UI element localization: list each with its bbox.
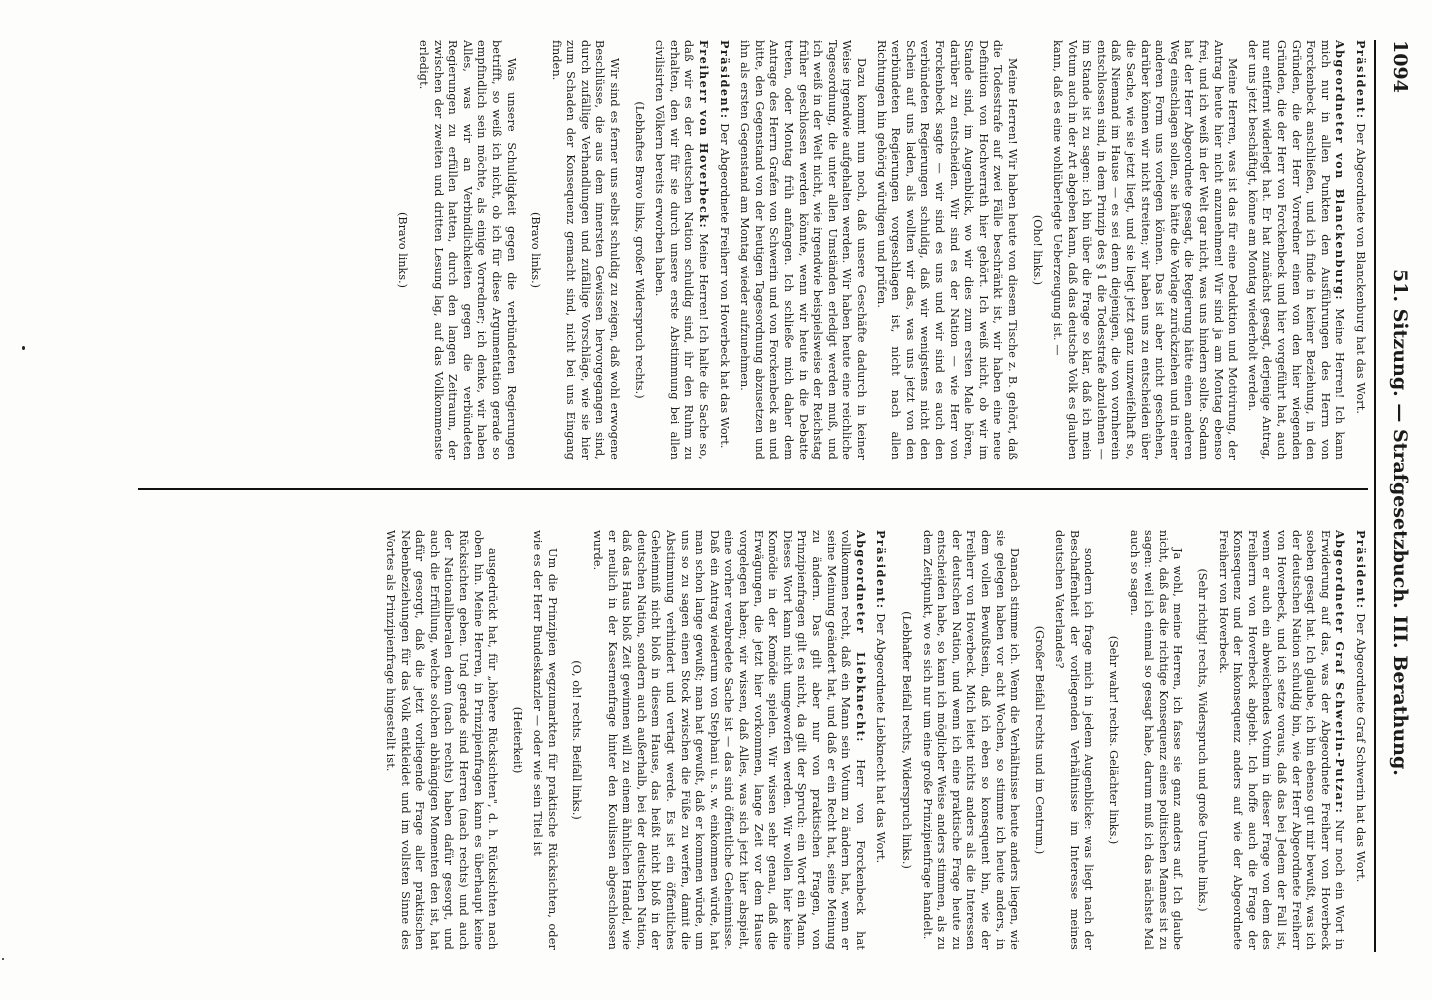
running-title: 51. Sitzung. — Strafgesetzbuch. III. Berathung. [1389,269,1411,776]
paragraph-text: Meine Herren, was ist das für eine Deduktion und Motivirung, der Antrag heute hier nicht anzunehmen! Wir sind ja am Montag ebenso frei, und ich weiß in der Welt gar nicht, was uns hindern sollte. Sodann hat der Herr Abgeordnete gesagt, die Regierung hätte einen anderen Weg einschlagen sollen, sie hätte die Vorlage zurückziehen und in einer anderen Form uns vorlegen können. Das ist aber nicht geschehen, darüber können wir nicht streiten; wir haben uns zu entscheiden über die Sache, wie sie jetzt liegt, und sie liegt jetzt ganz unzweifelhaft so, daß Niemand im Hause — es sei denn diejenigen, die von vornherein entschlossen sind, in dem Prinzip des § 1 die Todesstrafe abzulehnen — im Stande ist zu sagen: ich bin über die Frage so klar, daß ich mein Votum auch in der Art abgeben kann, daß das deutsche Volk es glauben kann, daß es eine wohlüberlegte Ueberzeugung ist. — [1051,40,1240,460]
paragraph-text: Um die Prinzipien wegzumarkten für praktische Rücksichten, oder wie es der Herr Bundeskanzler — oder wie sein Titel ist [531,530,559,950]
paragraph [530,530,559,950]
paragraph-text: Meine Herren! Ich kann mich nur in allen Punkten den Ausführungen des Herrn von Forckenbeck anschließen, und ich finde in keiner Beziehung, in den Gründen, die der Herr Vorredner einen von den hier wiegenden Gründen, die der Herr von Forckenbeck und hier vorgeführt hat, auch nur entfernt widerlegt hat. Er hat zunächst gesagt, derjenige Antrag, der uns jetzt beschäftigt, könne am Montag wiederholt werden. [1245,40,1347,460]
speech-paragraph [652,40,711,460]
paragraph [873,40,1019,460]
paragraph-text: Ja wohl, meine Herren, ich fasse sie ganz anders auf. Ich glaube nicht, daß das die richtige Konsequenz eines politischen Mannes ist zu sagen: weil ich einmal so gesagt habe, darum muß ich das nächste Mal auch so sagen. [1127,530,1185,950]
paragraph-text: Der Abgeordnete Liebknecht hat das Wort. [874,613,888,864]
speaker-name: Abgeordneter Graf Schwerin-Putzar: [1333,530,1348,815]
paragraph-text: Der Abgeordnete Freiherr von Hoverbeck hat das Wort. [717,123,731,449]
speaker-name: Abgeordneter von Blanckenburg: [1333,40,1348,301]
paragraph-text: Meine Herren! Ich halte die Sache so, daß wir es der deutschen Nation schuldig sind, ihr den Ruhm zu erhalten, den wir für sie durch unsere erste Abstimmung bei allen civilisirten Völkern bereits erworben haben. [653,40,711,460]
reaction-note: (Lebhaftes Bravo links, großer Widerspruch rechts.) [632,101,646,399]
column-divider [138,488,1368,490]
speech-paragraph [590,530,868,950]
paragraph [919,530,1021,950]
speech-paragraph [1244,40,1347,460]
reaction-note: (Lebhafter Beifall rechts, Widerspruch links.) [899,611,913,869]
speaker-name: Präsident: [1354,40,1368,120]
reaction-note: (Oho! links.) [1030,214,1044,286]
paragraph [737,40,868,460]
paragraph-text: Dazu kommt nun noch, daß unsere Geschäfte dadurch in keiner Weise irgendwie aufgehalten werden. Wir haben heute eine reichliche Tagesordnung, die unter allen Umständen erledigt werden muß, und ich weiß in der Welt nicht, wie irgendwie beispielsweise der Reichstag früher geschlossen werden könnte, wenn wir heute in die Debatte treten, oder Montag früh anfangen. Ich schließe mich daher dem Antrage des Herrn Grafen von Schwerin und von Forckenbeck an und bitte, den Gegenstand von der heutigen Tagesordnung abzusetzen und ihn als ersten Gegenstand am Montag wieder aufzunehmen. [738,40,868,460]
speech-paragraph [873,530,889,950]
paragraph-text: Was unsere Schuldigkeit gegen die verbündeten Regierungen betrifft, so weiß ich nicht, ob ich für diese Argumentation gerade so empfindlich sein möchte, als einige Vorredner; ich denke, wir haben Alles, was wir an Verbindlichkeiten gegen die verbündeten Regierungen zu erfüllen hatten, durch den langen Zeitraum, der zwischen der zweiten und dritten Lesung lag, auf das Vollkommenste erledigt. [416,40,518,460]
speaker-name: Freiherr von Hoverbeck: [697,40,712,230]
reaction-note: (Bravo links.) [396,211,410,289]
speech-paragraph [716,40,732,460]
reaction-note: (Heiterkeit) [510,706,524,774]
left-text-column [138,40,1368,460]
speaker-name: Präsident: [874,530,889,610]
paragraph-text: Meine Herren! Wir haben heute von diesem Tische z. B. gehört, daß die Todesstrafe auf zwei Fälle beschränkt ist, wir haben eine neue Definition von Hochverrath hier gehört. Ich weiß nicht, ob wir im Stande sind, im Augenblick, wo wir dies zum ersten Male hören, darüber zu entscheiden. Wir sind es der Nation — wie Herr von Forckenbeck sagte — wir sind es uns und wir sind es auch den verbündeten Regierungen schuldig, daß wir wenigstens nicht den Schein auf uns laden, als wollten wir das, was uns jetzt von den verbündeten Regierungen vorgeschlagen ist, nicht nach allen Richtungen hin gehörig würdigen und prüfen. [874,40,1019,460]
right-text-column [138,530,1368,950]
paragraph-text: Der Abgeordnete Graf Schwerin hat das Wort. [1354,613,1367,883]
speech-paragraph [1352,530,1368,950]
paragraph-text: sondern ich frage mich in jedem Augenblicke: was liegt nach der Beschaffenheit der vorliegenden Verhältnisse im Interesse meines deutschen Vaterlandes? [1053,530,1096,950]
reaction-note: (Bravo links.) [529,211,543,289]
paragraph-text: Danach stimme ich. Wenn die Verhältnisse heute anders liegen, wie sie gelegen haben vor acht Wochen, so stimme ich heute anders, in dem vollen Bewußtsein, daß ich eben so konsequent bin, wie der Freiherr von Hoverbeck. Mich leitet nichts anders als die Interessen der deutschen Nation, und wenn ich eine praktische Frage heute zu entscheiden habe, so kann ich möglicher Weise anders stimmen, als zu dem Zeitpunkt, wo es sich nur um eine große Prinzipienfrage handelt. [920,530,1022,950]
scan-speck [22,346,25,350]
paragraph-text: Herr von Forckenbeck hat vollkommen recht, daß ein Mann sein Votum zu ändern hat, wenn er seine Meinung geändert hat, und daß er ein Recht hat, seine Meinung zu ändern. Das gilt aber nur von praktischen Fragen, von Prinzipienfragen gilt es nicht, da gilt der Spruch: ein Wort ein Mann. Dieses Wort kann nicht umgeworfen werden. Wir wollen hier keine Komödie in der Komödie spielen. Wir wissen sehr genau, daß die Erwägungen, die jetzt hier vorkommen, lange Zeit vor dem Hause vorgelegen haben; wir wissen, daß Alles, was sich jetzt hier abspielt, eine vorher verabredete Sache ist — das sind öffentliche Geheimnisse. Daß ein Antrag wiederum von Stephani u. s. w. einkommen würde, hat man schon lange gewußt; man hat gewußt, daß er kommen würde, um uns so zu sagen einen Stock zwischen die Füße zu werfen, damit die Abstimmung verhindert und vertagt werde. Es ist ein öffentliches Geheimniß nicht bloß in diesem Hause, das heißt nicht bloß in der deutschen Nation, sondern auch außerhalb, bei der deutschen Nation, daß das Haus bloß Zeit gewinnen will zu einem ähnlichen Handel, wie er neulich in der Kasernenfrage hinter den Koulissen abgeschlossen wurde. [591,530,867,950]
speech-paragraph [1352,40,1368,460]
page-number: 1094 [1389,40,1411,93]
scan-speck [2,958,4,960]
paragraph-text: Der Abgeordnete von Blanckenburg hat das Wort. [1354,123,1367,415]
speech-paragraph [1215,530,1347,950]
paragraph [1126,530,1184,950]
reaction-note: (Sehr richtig! rechts, Widerspruch und große Unruhe links.) [1196,568,1210,912]
paragraph [548,40,621,460]
page-header [1376,40,1424,952]
paragraph-text: ausgedrückt hat, für „höhere Rücksichten", d. h. Rücksichten nach oben hin. Meine Herren, in Prinzipienfragen kann es überhaupt keine Rücksichten geben. Und gerade sind Herren (nach rechts) und auch der Nationalliberalen denn (nach rechts) haben dafür gesorgt, und auch die Erfüllung, welche solchen abhängigen Momenten den ist, hat dafür gesorgt, daß die jetzt vorliegende Frage aller praktischen Nebenbeziehungen für das Volk entkleidet und im vollsten Sinne des Wortes als Prinzipienfrage hingestellt ist. [383,530,500,950]
paragraph-text: Wir sind es ferner uns selbst schuldig zu zeigen, daß wohl erwogene Beschlüsse, die aus dem innersten Gewissen hervorgegangen sind, durch zufällige Verhandlungen und zufällige Vorschläge, wie sie hier zum Schaden der Konsequenz gemacht sind, nicht bei uns Eingang finden. [549,40,622,460]
reaction-note: (Großer Beifall rechts und im Centrum.) [1032,625,1046,855]
paragraph [1050,40,1240,460]
speaker-name: Präsident: [717,40,732,120]
paragraph [1052,530,1096,950]
reaction-note: (Sehr wahr! rechts. Gelächter links.) [1107,635,1121,845]
paragraph [382,530,499,950]
paragraph [415,40,517,460]
reaction-note: (O, oh! rechts. Beifall links.) [570,660,584,820]
speaker-name: Präsident: [1354,530,1368,610]
speaker-name: Abgeordneter Liebknecht: [853,530,868,743]
paragraph-text: Nur noch ein Wort in Erwiderung auf das, was der Abgeordnete Freiherr von Hoverbeck soeben gesagt hat. Ich glaube, ich bin ebenso gut mir bewußt, was ich der deutschen Nation schuldig bin, wie der Herr Abgeordnete Freiherr von Hoverbeck, und ich setze voraus, daß das bei Jedem der Fall ist, wenn er auch ein abweichendes Votum in dieser Frage von dem des Freiherrn von Hoverbeck abgiebt. Ich hoffe auch die Frage der Konsequenz und der Inkonsequenz anders auf wie der Abgeordnete Freiherr von Hoverbeck. [1216,530,1347,950]
header-rule [1374,40,1376,952]
